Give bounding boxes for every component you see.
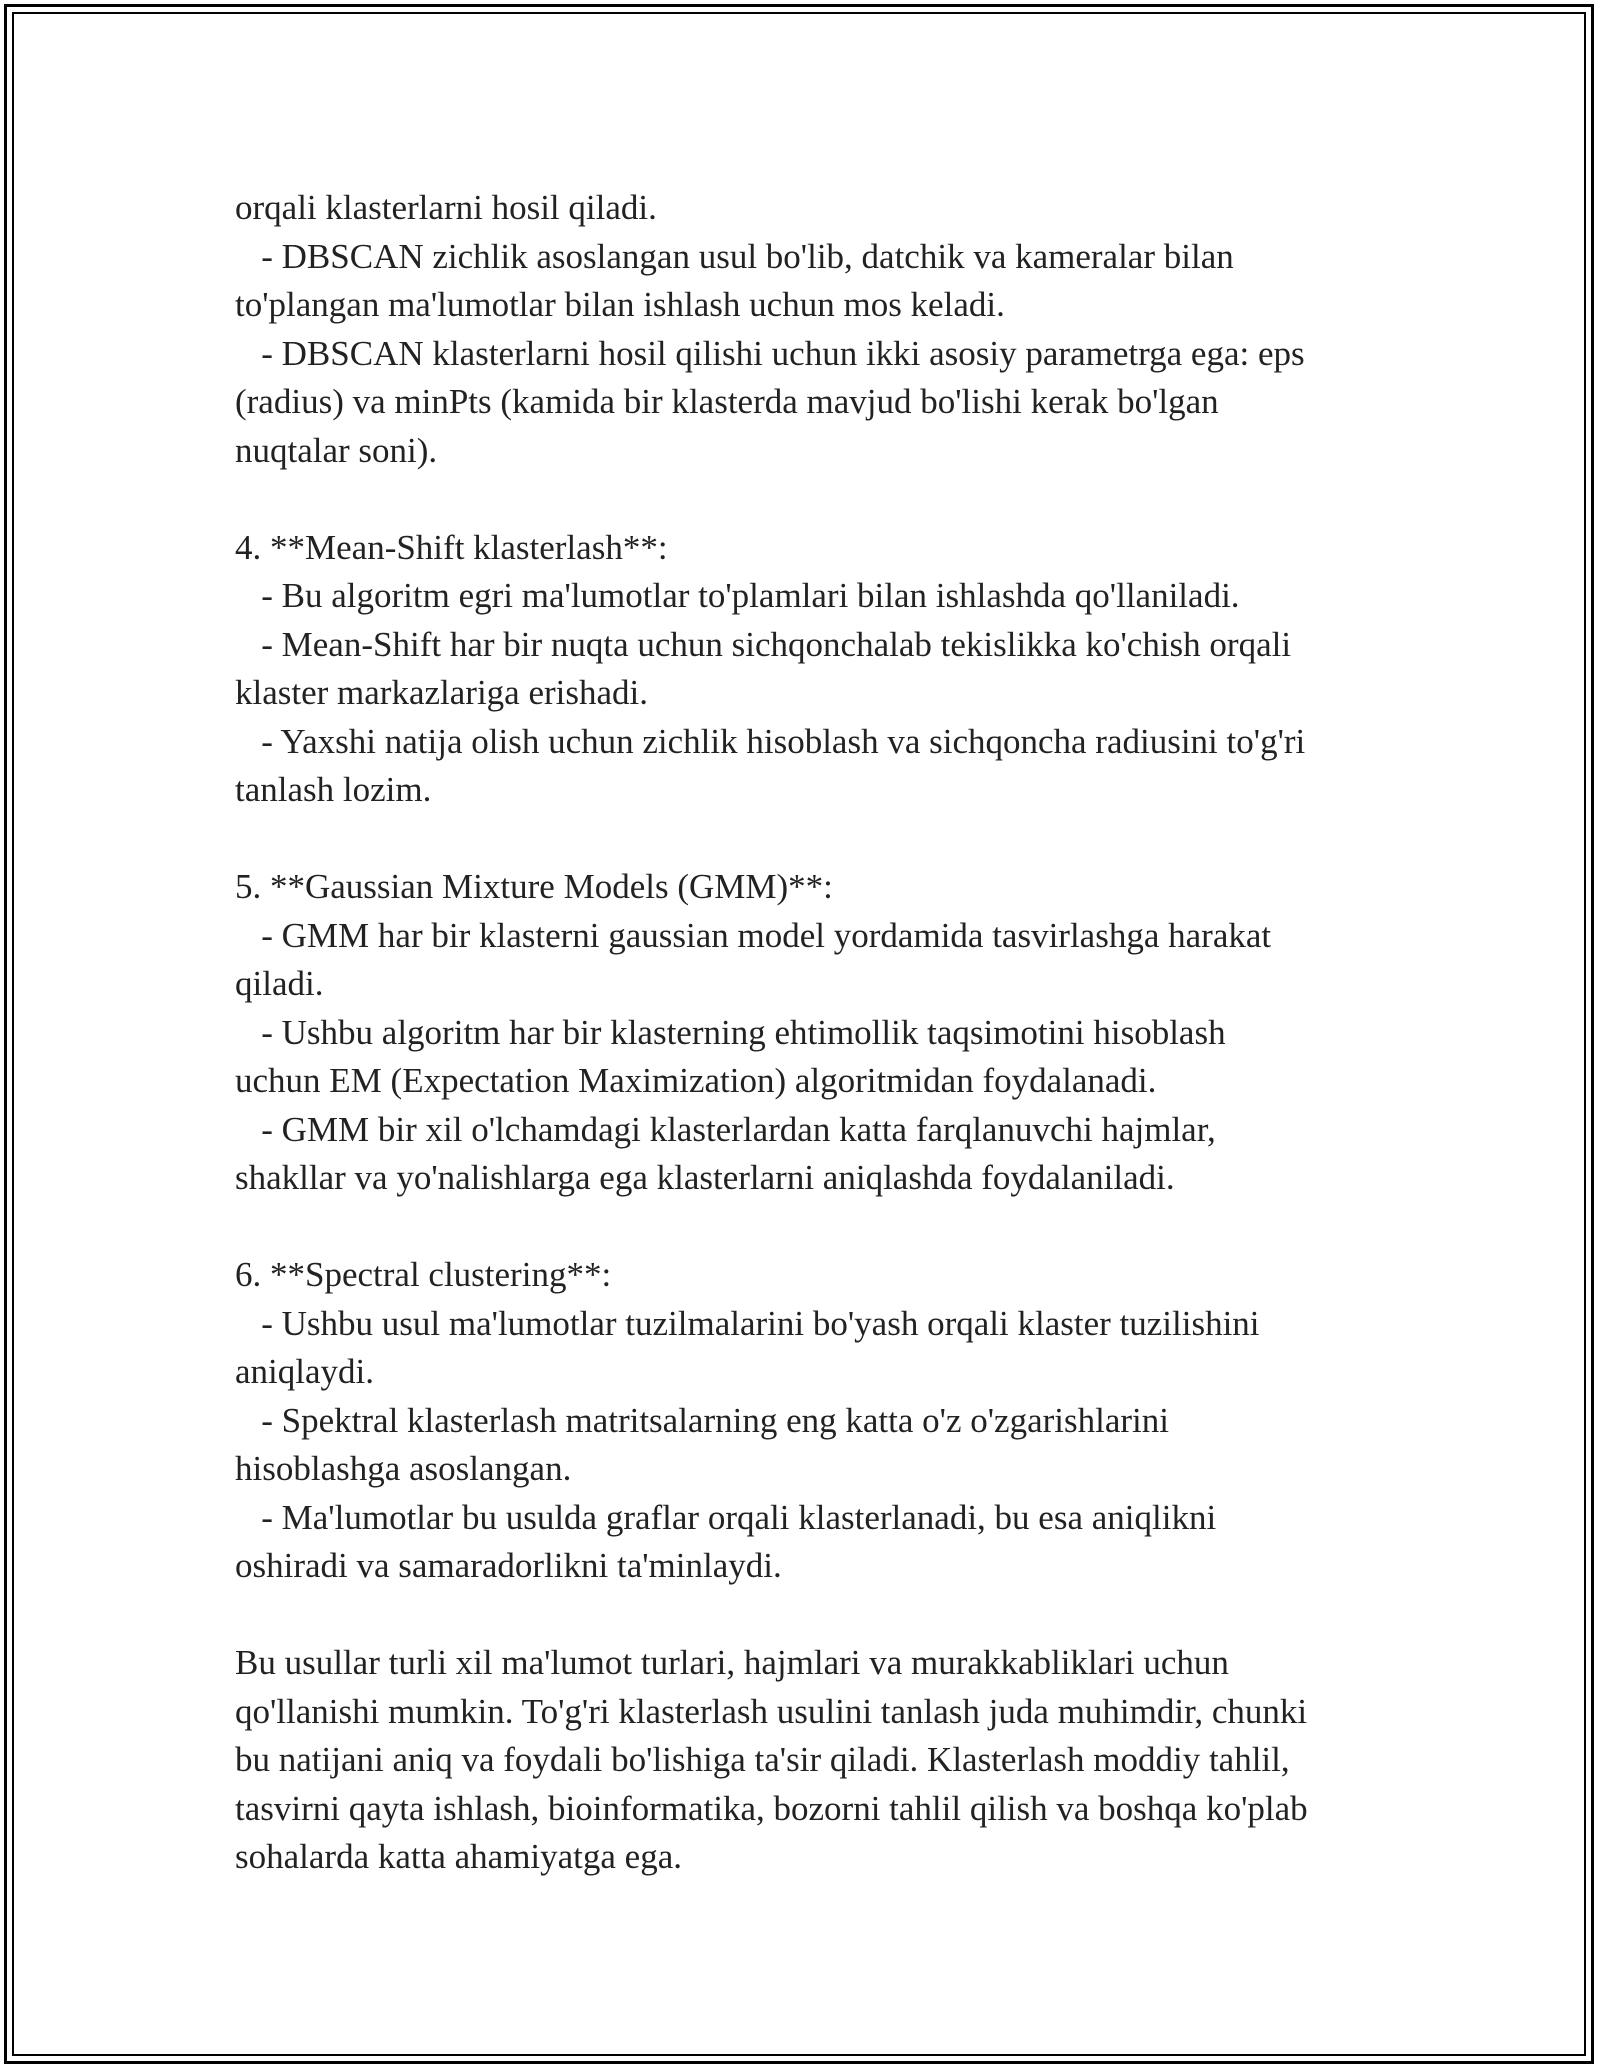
text-line: bu natijani aniq va foydali bo'lishiga ta'sir qiladi. Klasterlash moddiy tahlil,	[235, 1740, 1290, 1779]
text-line: nuqtalar soni).	[235, 430, 438, 470]
text-line: qiladi.	[235, 964, 324, 1003]
conclusion-paragraph	[235, 1639, 1385, 1882]
text-line: oshiradi va samaradorlikni ta'minlaydi.	[235, 1546, 782, 1585]
bullet-line: - Bu algoritm egri ma'lumotlar to'plamlari bilan ishlashda qo'llaniladi.	[235, 576, 1240, 615]
text-line: klaster markazlariga erishadi.	[235, 673, 648, 712]
section-heading: 6. **Spectral clustering**:	[235, 1255, 612, 1294]
bullet-line: - Ma'lumotlar bu usulda graflar orqali klasterlanadi, bu esa aniqlikni	[235, 1497, 1217, 1537]
text-line: (radius) va minPts (kamida bir klasterda mavjud bo'lishi kerak bo'lgan	[235, 382, 1219, 421]
document-body	[235, 184, 1385, 1882]
text-line: shakllar va yo'nalishlarga ega klasterlarni aniqlashda foydalaniladi.	[235, 1158, 1175, 1197]
bullet-line: - Spektral klasterlash matritsalarning eng katta o'z o'zgarishlarini	[235, 1400, 1169, 1440]
bullet-line: - Mean-Shift har bir nuqta uchun sichqonchalab tekislikka ko'chish orqali	[235, 624, 1292, 664]
text-line: hisoblashga asoslangan.	[235, 1449, 572, 1488]
bullet-line: - Ushbu usul ma'lumotlar tuzilmalarini bo'yash orqali klaster tuzilishini	[235, 1303, 1260, 1343]
paragraph-spacer	[235, 475, 1385, 524]
section-heading: 4. **Mean-Shift klasterlash**:	[235, 527, 668, 567]
text-line: Bu usullar turli xil ma'lumot turlari, hajmlari va murakkabliklari uchun	[235, 1643, 1229, 1682]
section-heading: 5. **Gaussian Mixture Models (GMM)**:	[235, 867, 833, 906]
bullet-line: - DBSCAN zichlik asoslangan usul bo'lib, datchik va kameralar bilan	[235, 236, 1234, 276]
dbscan-continuation	[235, 184, 1385, 475]
text-line: tanlash lozim.	[235, 770, 432, 809]
paragraph-spacer	[235, 1203, 1385, 1252]
text-line: sohalarda katta ahamiyatga ega.	[235, 1837, 683, 1876]
text-line: orqali klasterlarni hosil qiladi.	[235, 188, 657, 227]
paragraph-spacer	[235, 1591, 1385, 1640]
section-mean-shift	[235, 524, 1385, 815]
paragraph-spacer	[235, 815, 1385, 864]
text-line: qo'llanishi mumkin. To'g'ri klasterlash usulini tanlash juda muhimdir, chunki	[235, 1691, 1308, 1731]
text-line: aniqlaydi.	[235, 1352, 374, 1391]
bullet-line: - GMM har bir klasterni gaussian model yordamida tasvirlashga harakat	[235, 915, 1272, 955]
bullet-line: - DBSCAN klasterlarni hosil qilishi uchun ikki asosiy parametrga ega: eps	[235, 333, 1305, 373]
bullet-line: - Ushbu algoritm har bir klasterning ehtimollik taqsimotini hisoblash	[235, 1012, 1226, 1052]
section-spectral	[235, 1251, 1385, 1591]
bullet-line: - Yaxshi natija olish uchun zichlik hisoblash va sichqoncha radiusini to'g'ri	[235, 721, 1306, 761]
text-line: to'plangan ma'lumotlar bilan ishlash uchun mos keladi.	[235, 285, 1005, 324]
bullet-line: - GMM bir xil o'lchamdagi klasterlardan katta farqlanuvchi hajmlar,	[235, 1109, 1216, 1149]
text-line: uchun EM (Expectation Maximization) algoritmidan foydalanadi.	[235, 1061, 1157, 1100]
text-line: tasvirni qayta ishlash, bioinformatika, bozorni tahlil qilish va boshqa ko'plab	[235, 1788, 1308, 1828]
section-gmm	[235, 863, 1385, 1203]
